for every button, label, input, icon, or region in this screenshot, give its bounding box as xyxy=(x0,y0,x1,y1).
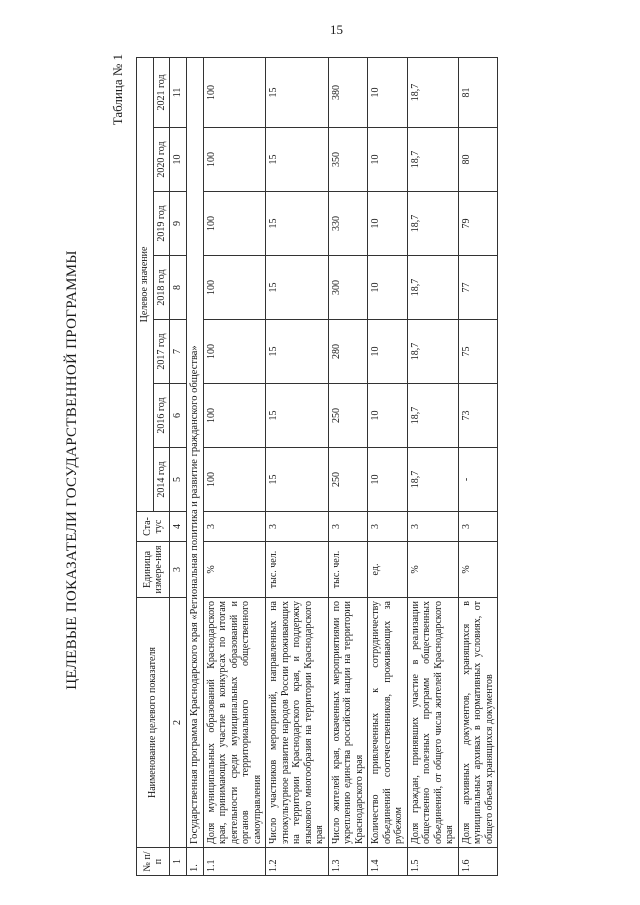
row-unit: % xyxy=(458,542,498,598)
header-year: 2018 год xyxy=(153,256,170,320)
row-value: 15 xyxy=(266,128,329,192)
header-num: № п/п xyxy=(137,848,170,876)
column-number: 4 xyxy=(170,512,187,542)
row-num: 1.5 xyxy=(407,848,458,876)
row-status: 3 xyxy=(368,512,408,542)
row-value: 250 xyxy=(328,448,368,512)
row-unit: тыс. чел. xyxy=(328,542,368,598)
row-value: 300 xyxy=(328,256,368,320)
row-unit: ед. xyxy=(368,542,408,598)
table-row xyxy=(328,57,368,875)
row-status: 3 xyxy=(266,512,329,542)
row-status: 3 xyxy=(407,512,458,542)
column-number-row xyxy=(170,57,187,875)
column-number: 9 xyxy=(170,192,187,256)
row-value: 81 xyxy=(458,57,498,127)
column-number: 7 xyxy=(170,320,187,384)
column-number: 3 xyxy=(170,542,187,598)
table-row xyxy=(458,57,498,875)
row-value: 15 xyxy=(266,320,329,384)
row-unit: % xyxy=(407,542,458,598)
row-value: 77 xyxy=(458,256,498,320)
row-value: 10 xyxy=(368,128,408,192)
row-value: 18,7 xyxy=(407,192,458,256)
row-unit: тыс. чел. xyxy=(266,542,329,598)
column-number: 5 xyxy=(170,448,187,512)
row-unit: % xyxy=(203,542,266,598)
table-label: Таблица № 1 xyxy=(110,54,125,126)
row-value: 100 xyxy=(203,448,266,512)
row-value: 75 xyxy=(458,320,498,384)
column-number: 1 xyxy=(170,848,187,876)
table-row xyxy=(368,57,408,875)
row-name: Количество привлеченных к сотрудничеству объединений соотечественников, проживающих за рубежом xyxy=(368,598,408,848)
header-unit: Единица измере-ния xyxy=(137,542,170,598)
column-number: 2 xyxy=(170,598,187,848)
row-value: 73 xyxy=(458,384,498,448)
row-value: 100 xyxy=(203,128,266,192)
row-status: 3 xyxy=(328,512,368,542)
column-number: 6 xyxy=(170,384,187,448)
row-value: 280 xyxy=(328,320,368,384)
row-value: 10 xyxy=(368,448,408,512)
header-status: Ста-тус xyxy=(137,512,170,542)
row-value: 250 xyxy=(328,384,368,448)
row-value: 10 xyxy=(368,57,408,127)
header-row-1 xyxy=(137,57,154,875)
table-row xyxy=(266,57,329,875)
row-num: 1.3 xyxy=(328,848,368,876)
row-value: 100 xyxy=(203,192,266,256)
header-year: 2017 год xyxy=(153,320,170,384)
row-name: Число участников мероприятий, направленных на этнокультурное развитие народов России проживающих на территории Краснодарского края, и поддержку языкового многообразия на территории Краснодарского края xyxy=(266,598,329,848)
row-name: Число жителей края, охваченных мероприятиями по укреплению единства российской нации на территории Краснодарского края xyxy=(328,598,368,848)
header-name: Наименование целевого показателя xyxy=(137,598,170,848)
column-number: 11 xyxy=(170,57,187,127)
row-name: Доля архивных документов, хранящихся в муниципальных архивах в нормативных условиях, от общего объема хранящихся документов xyxy=(458,598,498,848)
row-value: 18,7 xyxy=(407,57,458,127)
row-value: 10 xyxy=(368,320,408,384)
row-value: 100 xyxy=(203,57,266,127)
row-value: 10 xyxy=(368,192,408,256)
row-value: 100 xyxy=(203,320,266,384)
row-num: 1.1 xyxy=(203,848,266,876)
row-value: 10 xyxy=(368,256,408,320)
row-value: 15 xyxy=(266,256,329,320)
program-num: 1. xyxy=(186,848,203,876)
row-value: 18,7 xyxy=(407,384,458,448)
row-value: 100 xyxy=(203,256,266,320)
page-title: ЦЕЛЕВЫЕ ПОКАЗАТЕЛИ ГОСУДАРСТВЕННОЙ ПРОГРАММЫ xyxy=(64,250,80,690)
rotated-page-content xyxy=(60,50,620,890)
column-number: 8 xyxy=(170,256,187,320)
row-value: 380 xyxy=(328,57,368,127)
row-value: 80 xyxy=(458,128,498,192)
row-name: Доля муниципальных образований Краснодарского края, принимающих участие в конкурсах по итогам деятельности среди муниципальных образований и органов территориального общественного самоуправления xyxy=(203,598,266,848)
row-num: 1.2 xyxy=(266,848,329,876)
indicators-table xyxy=(136,57,498,876)
program-title: Государственная программа Краснодарского края «Региональная политика и развитие гражданского общества» xyxy=(186,57,203,847)
row-value: - xyxy=(458,448,498,512)
table-row xyxy=(407,57,458,875)
row-value: 15 xyxy=(266,384,329,448)
page-number: 15 xyxy=(330,22,343,37)
row-num: 1.4 xyxy=(368,848,408,876)
header-year: 2021 год xyxy=(153,57,170,127)
row-value: 18,7 xyxy=(407,448,458,512)
row-value: 15 xyxy=(266,192,329,256)
row-value: 15 xyxy=(266,448,329,512)
row-value: 330 xyxy=(328,192,368,256)
row-value: 350 xyxy=(328,128,368,192)
row-name: Доля граждан, принявших участие в реализации общественно полезных программ общественных объединений, от общего числа жителей Краснодарского края xyxy=(407,598,458,848)
header-year: 2016 год xyxy=(153,384,170,448)
table-row xyxy=(203,57,266,875)
row-value: 18,7 xyxy=(407,128,458,192)
column-number: 10 xyxy=(170,128,187,192)
row-value: 100 xyxy=(203,384,266,448)
row-status: 3 xyxy=(203,512,266,542)
row-value: 18,7 xyxy=(407,320,458,384)
header-year: 2019 год xyxy=(153,192,170,256)
row-status: 3 xyxy=(458,512,498,542)
row-value: 79 xyxy=(458,192,498,256)
header-year: 2014 год xyxy=(153,448,170,512)
row-value: 18,7 xyxy=(407,256,458,320)
program-row xyxy=(186,57,203,875)
header-target: Целевое значение xyxy=(137,57,154,511)
row-value: 10 xyxy=(368,384,408,448)
header-year: 2020 год xyxy=(153,128,170,192)
row-num: 1.6 xyxy=(458,848,498,876)
row-value: 15 xyxy=(266,57,329,127)
